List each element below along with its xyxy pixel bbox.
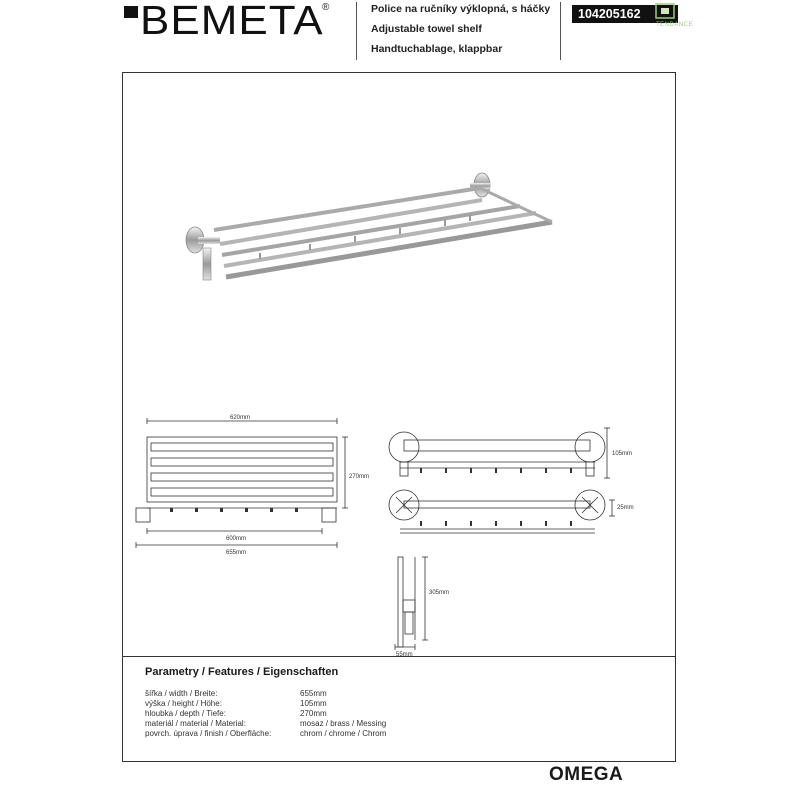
- feature-value-finish: chrom / chrome / Chrom: [300, 729, 387, 738]
- features-title: Parametry / Features / Eigenschaften: [145, 666, 339, 678]
- dim-620: 620mm: [230, 415, 251, 421]
- feature-value-depth: 270mm: [300, 709, 327, 718]
- title-german: Handtuchablage, klappbar: [371, 43, 503, 55]
- product-illustration: [186, 173, 552, 280]
- front-view: [136, 418, 348, 548]
- dim-270: 270mm: [349, 474, 370, 480]
- watermark-text: TENDANCE: [656, 22, 694, 28]
- dim-25: 25mm: [617, 505, 634, 511]
- dim-105: 105mm: [612, 451, 633, 457]
- brand-logo: BEMETA: [140, 0, 324, 44]
- feature-value-material: mosaz / brass / Messing: [300, 719, 387, 728]
- feature-label-finish: povrch. úprava / finish / Oberfläche:: [145, 729, 272, 738]
- feature-label-material: materiál / material / Material:: [145, 719, 246, 728]
- feature-label-depth: hloubka / depth / Tiefe:: [145, 709, 226, 718]
- side-view: [395, 557, 428, 650]
- title-english: Adjustable towel shelf: [371, 23, 482, 35]
- feature-label-width: šířka / width / Breite:: [145, 689, 218, 698]
- feature-value-height: 105mm: [300, 699, 327, 708]
- top-view: [389, 428, 610, 478]
- title-czech: Police na ručníky výklopná, s háčky: [371, 3, 551, 15]
- feature-label-height: výška / height / Höhe:: [145, 699, 222, 708]
- dim-305: 305mm: [429, 590, 450, 596]
- product-code: 104205162: [572, 5, 678, 23]
- series-name: OMEGA: [549, 764, 624, 785]
- bottom-view: [389, 490, 615, 533]
- dim-55: 55mm: [396, 652, 413, 658]
- registered-mark: ®: [322, 2, 330, 13]
- dim-655: 655mm: [226, 550, 247, 556]
- dim-600: 600mm: [226, 536, 247, 542]
- feature-value-width: 655mm: [300, 689, 327, 698]
